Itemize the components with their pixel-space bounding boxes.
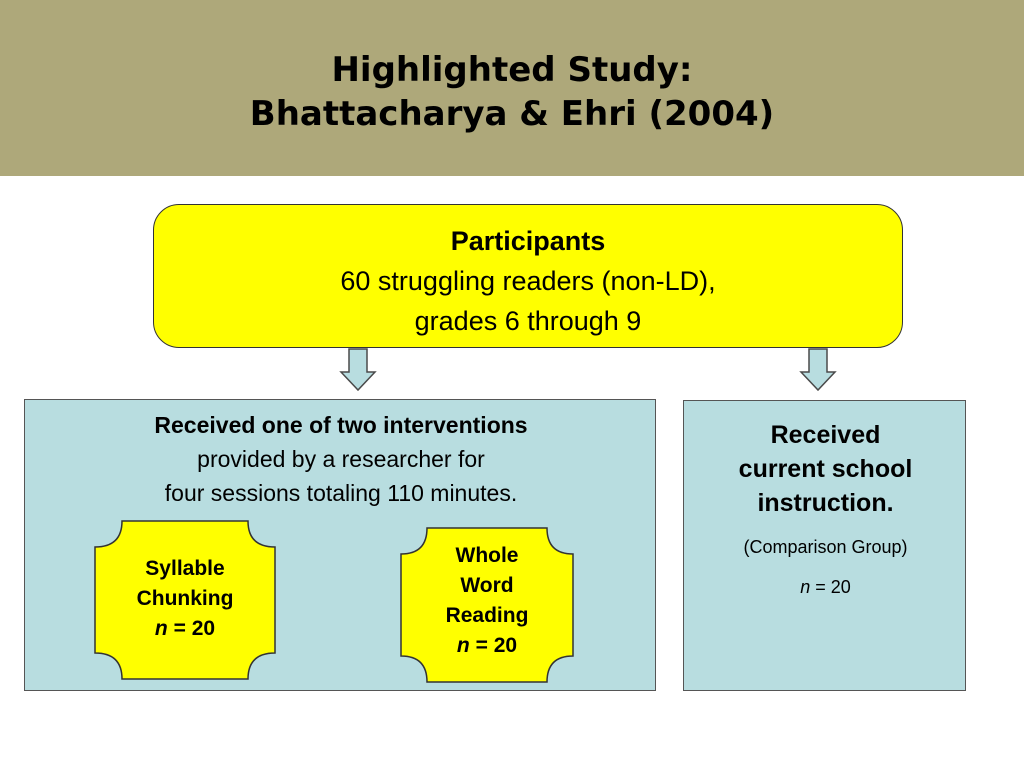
comparison-n-symbol: n — [800, 577, 811, 597]
arrow-to-comparison — [798, 348, 838, 392]
slide-title — [0, 48, 1024, 136]
comparison-line-3: instruction. — [757, 489, 894, 517]
syllable-chunking-label — [94, 554, 276, 644]
title-line-1: Highlighted Study: — [331, 50, 693, 90]
comparison-line-2: current school — [738, 455, 913, 483]
intervention-panel — [24, 399, 656, 691]
participants-heading: Participants — [450, 226, 606, 256]
intervention-line-1: provided by a researcher for — [197, 446, 485, 472]
comparison-heading — [684, 418, 967, 520]
intervention-heading: Received one of two interventions — [154, 412, 528, 438]
comparison-n-value: = 20 — [815, 577, 851, 597]
comparison-n — [684, 575, 967, 599]
syllable-line-1: Syllable — [145, 557, 225, 580]
whole-n — [400, 631, 574, 661]
comparison-panel — [683, 400, 966, 691]
whole-line-1: Whole — [455, 544, 519, 567]
syllable-line-2: Chunking — [136, 587, 234, 610]
comparison-line-1: Received — [770, 421, 881, 449]
syllable-n — [94, 614, 276, 644]
intervention-description — [25, 408, 657, 510]
whole-n-symbol: n — [456, 634, 470, 657]
syllable-n-symbol: n — [154, 617, 168, 640]
whole-line-2: Word — [460, 574, 514, 597]
intervention-line-2: four sessions totaling 110 minutes. — [164, 480, 518, 506]
syllable-n-value: = 20 — [173, 617, 216, 640]
whole-n-value: = 20 — [475, 634, 518, 657]
participants-line-1: 60 struggling readers (non-LD), — [340, 266, 716, 296]
participants-line-2: grades 6 through 9 — [414, 306, 642, 336]
whole-line-3: Reading — [445, 604, 529, 627]
title-line-2: Bhattacharya & Ehri (2004) — [249, 94, 775, 134]
comparison-group-label: (Comparison Group) — [743, 537, 908, 557]
whole-word-reading-label — [400, 541, 574, 661]
arrow-to-interventions — [338, 348, 378, 392]
participants-box — [153, 204, 903, 348]
